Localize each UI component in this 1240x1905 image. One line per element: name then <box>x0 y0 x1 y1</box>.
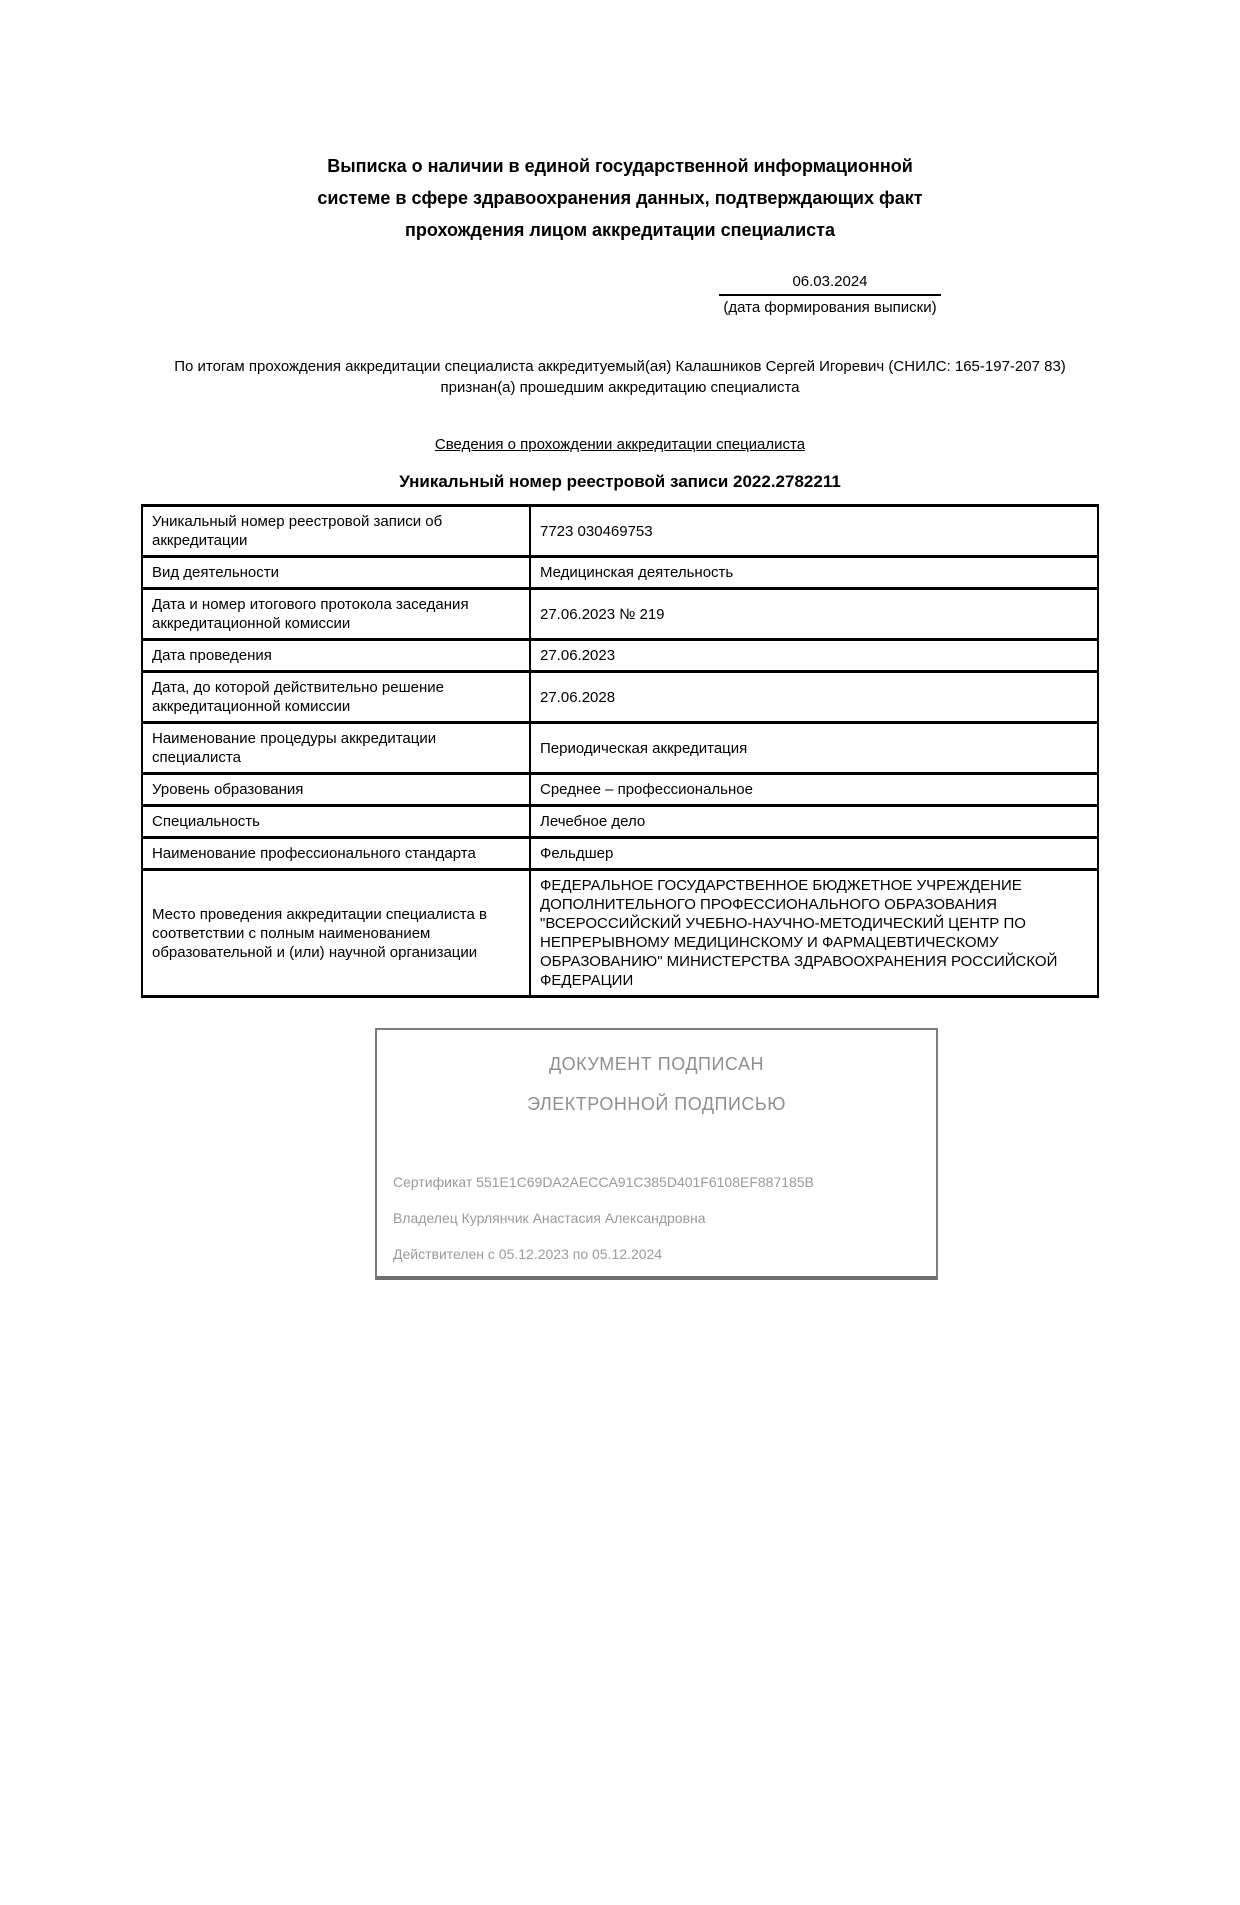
row-value: Среднее – профессиональное <box>530 774 1098 806</box>
table-row <box>142 506 1098 557</box>
row-label: Специальность <box>142 806 530 838</box>
signature-stamp <box>375 1028 938 1280</box>
row-value: Медицинская деятельность <box>530 557 1098 589</box>
row-label: Дата, до которой действительно решение аккредитационной комиссии <box>142 672 530 723</box>
generation-date-caption: (дата формирования выписки) <box>723 299 937 316</box>
table-row <box>142 723 1098 774</box>
row-value: 27.06.2023 <box>530 640 1098 672</box>
document-title-line-2: системе в сфере здравоохранения данных, подтверждающих факт <box>317 188 923 208</box>
row-label: Наименование процедуры аккредитации специалиста <box>142 723 530 774</box>
generation-date-block <box>695 272 965 318</box>
document-title <box>0 150 1240 246</box>
row-value: 27.06.2023 № 219 <box>530 589 1098 640</box>
table-row <box>142 640 1098 672</box>
row-value: Лечебное дело <box>530 806 1098 838</box>
stamp-title-line-2: ЭЛЕКТРОННОЙ ПОДПИСЬЮ <box>527 1094 786 1114</box>
row-label: Уровень образования <box>142 774 530 806</box>
document-title-line-3: прохождения лицом аккредитации специалиста <box>405 220 835 240</box>
table-row <box>142 589 1098 640</box>
row-value: Периодическая аккредитация <box>530 723 1098 774</box>
table-row <box>142 806 1098 838</box>
table-row <box>142 838 1098 870</box>
generation-date: 06.03.2024 <box>719 272 941 296</box>
row-label: Вид деятельности <box>142 557 530 589</box>
row-label: Наименование профессионального стандарта <box>142 838 530 870</box>
row-value: 7723 030469753 <box>530 506 1098 557</box>
row-label: Дата и номер итогового протокола заседания аккредитационной комиссии <box>142 589 530 640</box>
stamp-title-line-1: ДОКУМЕНТ ПОДПИСАН <box>548 1054 765 1074</box>
row-value: ФЕДЕРАЛЬНОЕ ГОСУДАРСТВЕННОЕ БЮДЖЕТНОЕ УЧРЕЖДЕНИЕ ДОПОЛНИТЕЛЬНОГО ПРОФЕССИОНАЛЬНОГО ОБРАЗОВАНИЯ "ВСЕРОССИЙСКИЙ УЧЕБНО-НАУЧНО-МЕТОДИЧЕСКИЙ ЦЕНТР ПО НЕПРЕРЫВНОМУ МЕДИЦИНСКОМУ И ФАРМАЦЕВТИЧЕСКОМУ ОБРАЗОВАНИЮ" МИНИСТЕРСТВА ЗДРАВООХРАНЕНИЯ РОССИЙСКОЙ ФЕДЕРАЦИИ <box>530 870 1098 997</box>
table-row <box>142 870 1098 997</box>
row-label: Уникальный номер реестровой записи об аккредитации <box>142 506 530 557</box>
row-label: Дата проведения <box>142 640 530 672</box>
intro-paragraph: По итогам прохождения аккредитации специалиста аккредитуемый(ая) Калашников Сергей Игоревич (СНИЛС: 165-197-207 83) признан(а) прошедшим аккредитацию специалиста <box>174 358 1066 396</box>
record-number-heading: Уникальный номер реестровой записи 2022.2782211 <box>399 472 841 491</box>
table-row <box>142 672 1098 723</box>
document-title-line-1: Выписка о наличии в единой государственной информационной <box>327 156 913 176</box>
owner-line: Владелец Курлянчик Анастасия Александровна <box>393 1210 706 1226</box>
table-row <box>142 774 1098 806</box>
row-label: Место проведения аккредитации специалиста в соответствии с полным наименованием образовательной и (или) научной организации <box>142 870 530 997</box>
row-value: Фельдшер <box>530 838 1098 870</box>
accreditation-table <box>141 504 1099 998</box>
certificate-line: Сертификат 551E1C69DA2AECCA91C385D401F6108EF887185B <box>393 1174 814 1190</box>
table-row <box>142 557 1098 589</box>
row-value: 27.06.2028 <box>530 672 1098 723</box>
section-heading: Сведения о прохождении аккредитации специалиста <box>434 436 806 453</box>
validity-line: Действителен с 05.12.2023 по 05.12.2024 <box>393 1246 663 1262</box>
